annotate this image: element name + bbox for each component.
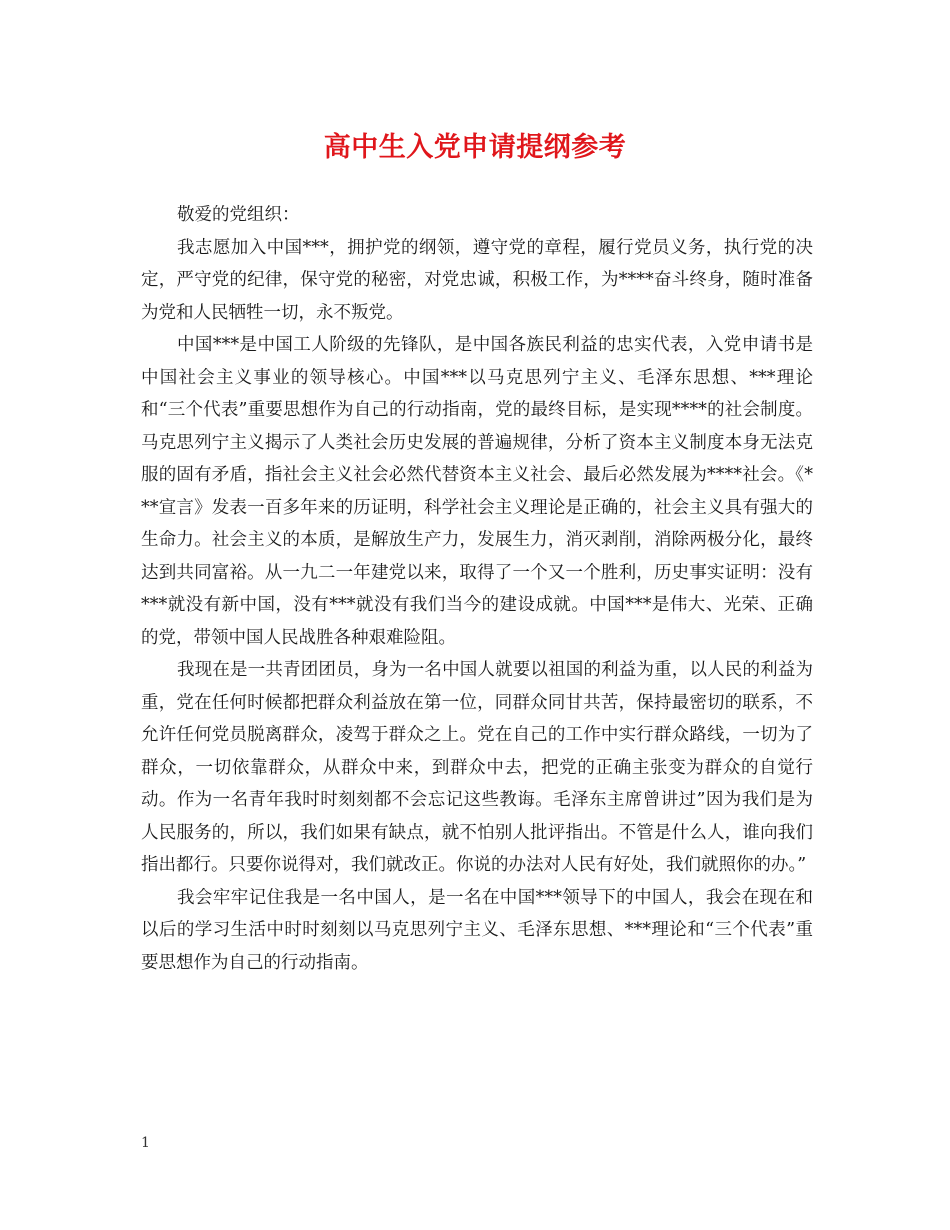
paragraph-2: 中国***是中国工人阶级的先锋队，是中国各族民利益的忠实代表，入党申请书是中国社会主义事业的领导核心。中国***以马克思列宁主义、毛泽东思想、***理论和“三个代表”重要思想作为自己的行动指南，党的最终目标，是实现****的社会制度。马克思列宁主义揭示了人类社会历史发展的普遍规律，分析了资本主义制度本身无法克服的固有矛盾，指社会主义社会必然代替资本主义社会、最后必然发展为****社会。《***宣言》发表一百多年来的历证明，科学社会主义理论是正确的，社会主义具有强大的生命力。社会主义的本质，是解放生产力，发展生力，消灭剥削，消除两极分化，最终达到共同富裕。从一九二一年建党以来，取得了一个又一个胜利，历史事实证明：没有***就没有新中国，没有***就没有我们当今的建设成就。中国***是伟大、光荣、正确的党，带领中国人民战胜各种艰难险阻。 — [141, 335, 813, 648]
greeting: 敬爱的党组织： — [177, 205, 300, 225]
document-body — [141, 199, 813, 979]
page-number: 1 — [141, 1135, 150, 1151]
paragraph-4: 我会牢牢记住我是一名中国人，是一名在中国***领导下的中国人，我会在现在和以后的学习生活中时时刻刻以马克思列宁主义、毛泽东思想、***理论和“三个代表”重要思想作为自己的行动指南。 — [141, 887, 813, 973]
document-title: 高中生入党申请提纲参考 — [323, 132, 627, 163]
paragraph-3: 我现在是一共青团团员，身为一名中国人就要以祖国的利益为重，以人民的利益为重，党在任何时候都把群众利益放在第一位，同群众同甘共苦，保持最密切的联系，不允许任何党员脱离群众，凌驾于群众之上。党在自己的工作中实行群众路线，一切为了群众，一切依靠群众，从群众中来，到群众中去，把党的正确主张变为群众的自觉行动。作为一名青年我时时刻刻都不会忘记这些教诲。毛泽东主席曾讲过”因为我们是为人民服务的，所以，我们如果有缺点，就不怕别人批评指出。不管是什么人，谁向我们指出都行。只要你说得对，我们就改正。你说的办法对人民有好处，我们就照你的办。” — [141, 660, 813, 875]
paragraph-1: 我志愿加入中国***，拥护党的纲领，遵守党的章程，履行党员义务，执行党的决定，严守党的纪律，保守党的秘密，对党忠诚，积极工作，为****奋斗终身，随时准备为党和人民牺牲一切，永不叛党。 — [141, 237, 813, 323]
